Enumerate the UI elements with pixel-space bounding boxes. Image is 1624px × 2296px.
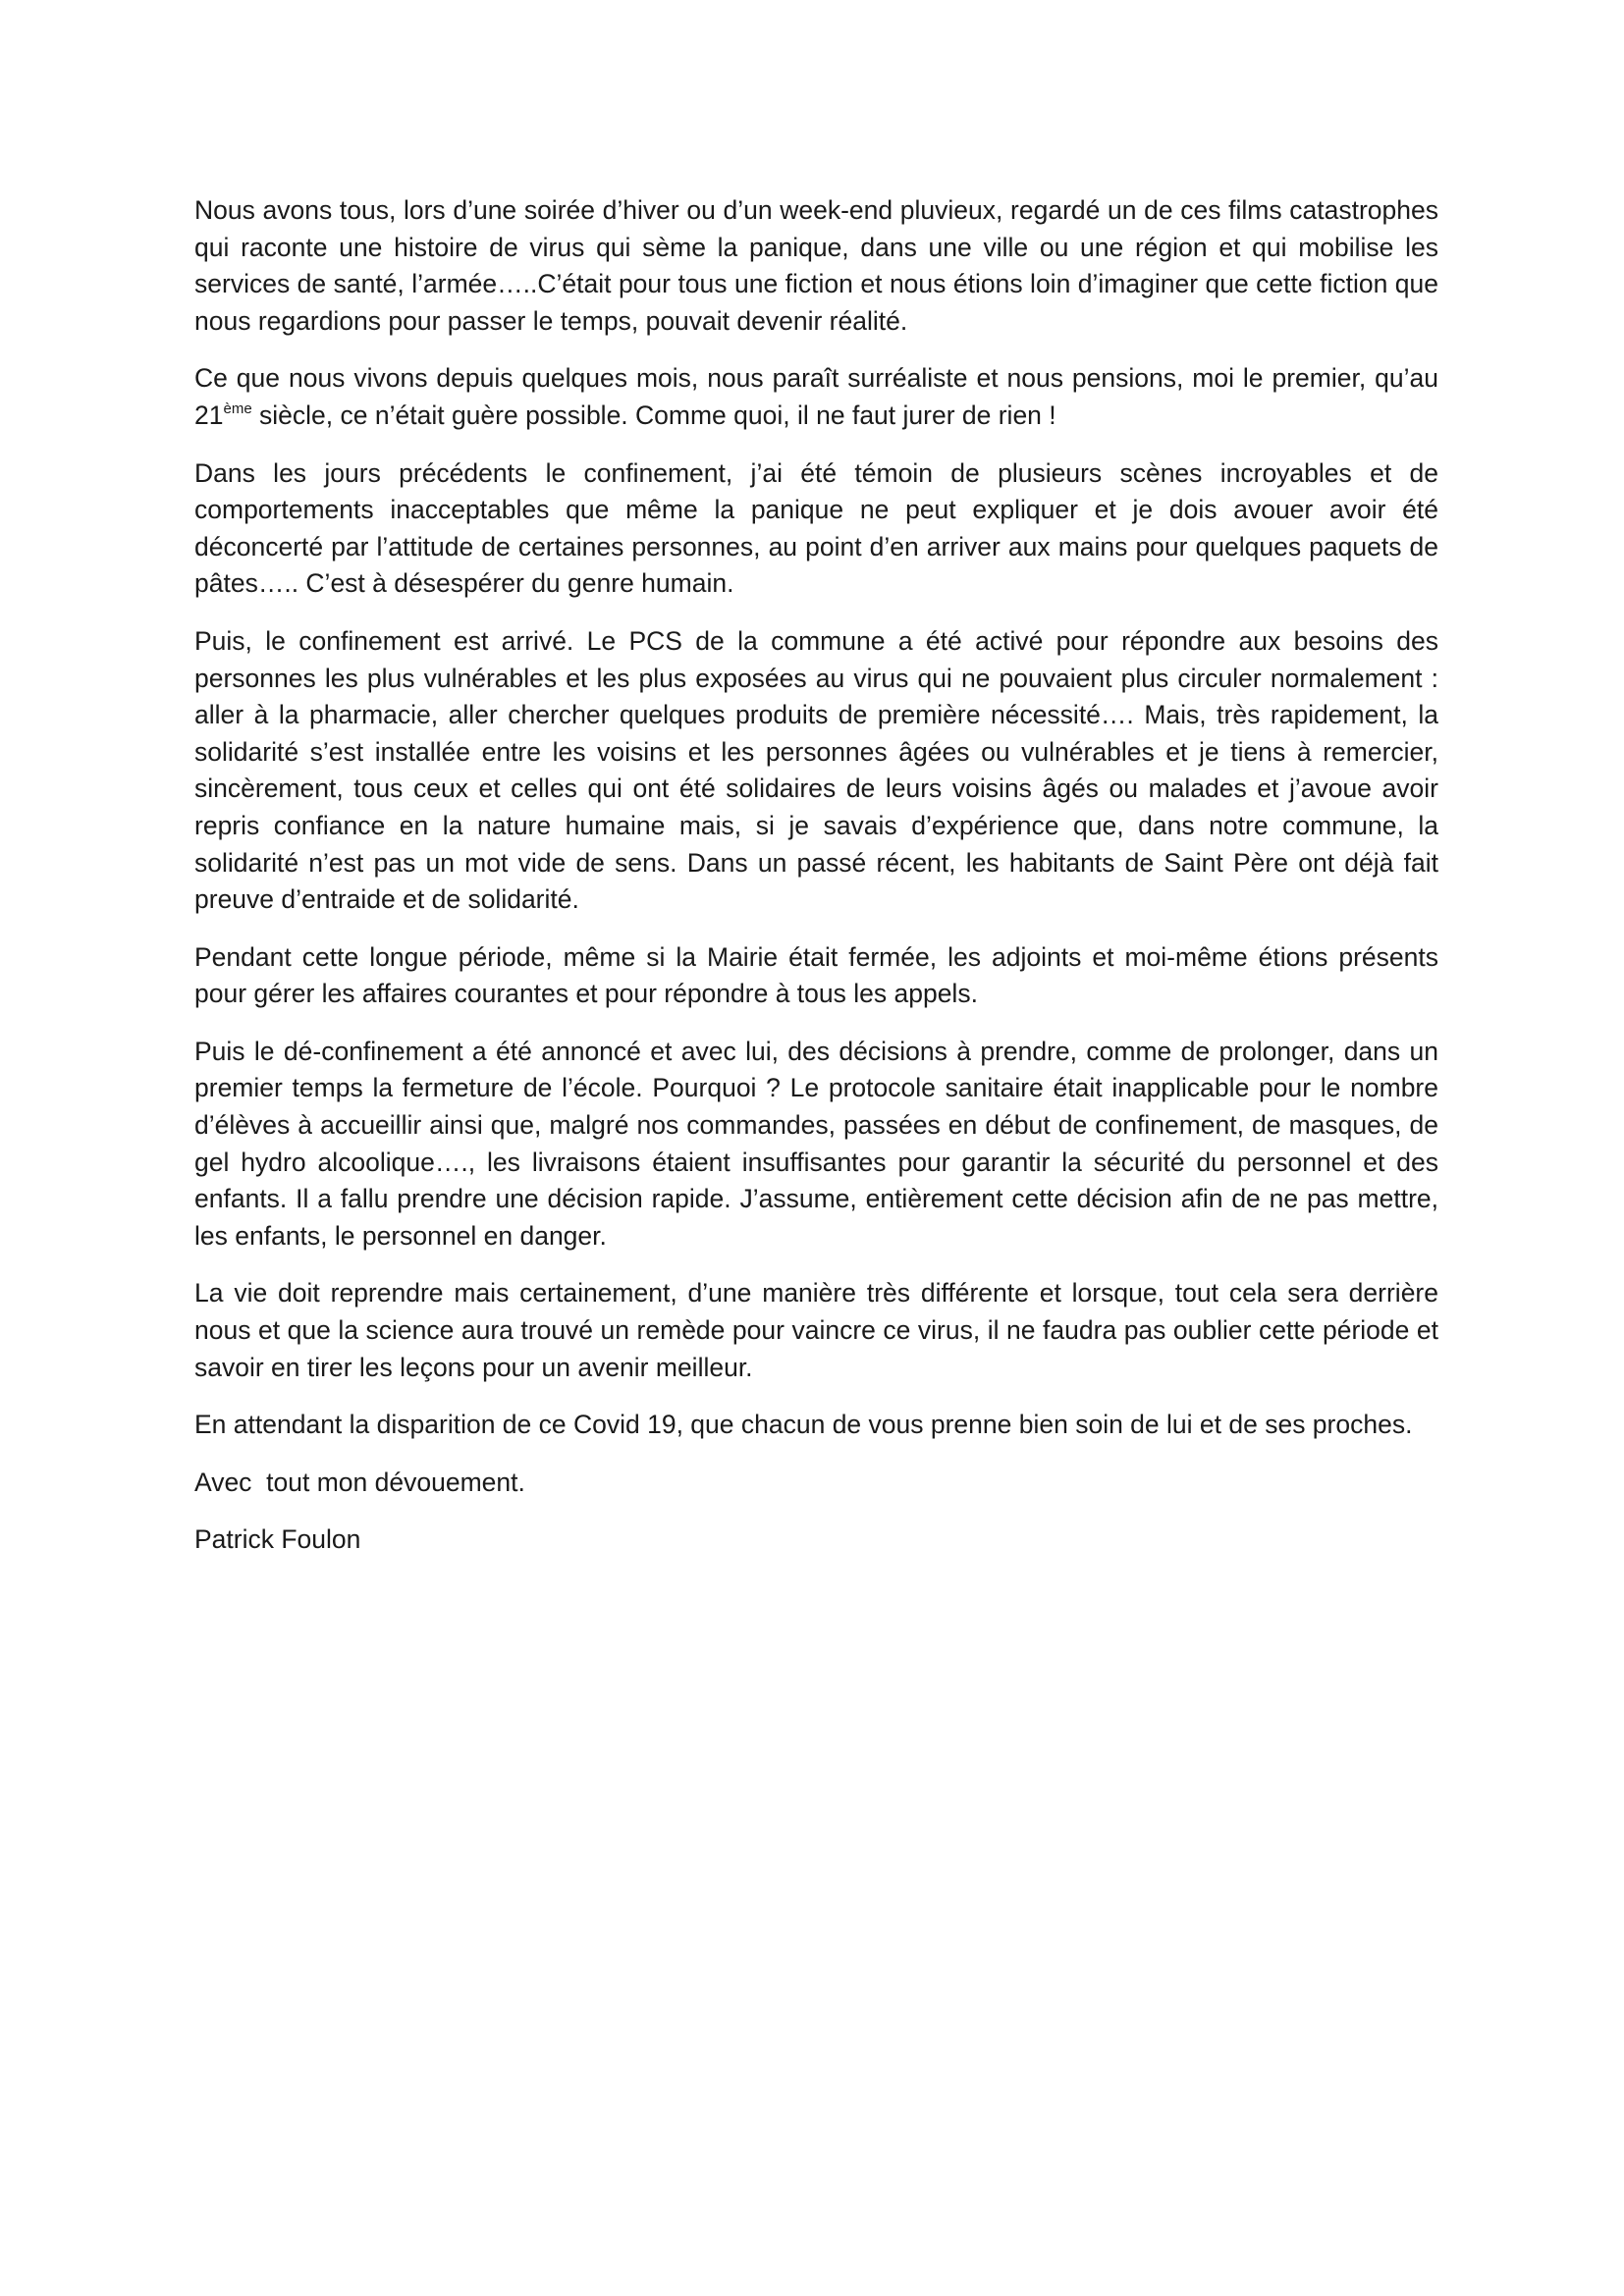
- paragraph: Nous avons tous, lors d’une soirée d’hiver ou d’un week-end pluvieux, regardé un de ces films catastrophes qui raconte une histoire de virus qui sème la panique, dans une ville ou une région et qui mobilise les services de santé, l’armée…..C’était pour tous une fiction et nous étions loin d’imaginer que cette fiction que nous regardions pour passer le temps, pouvait devenir réalité.: [194, 195, 1438, 336]
- closing-line: Avec tout mon dévouement.: [194, 1467, 525, 1497]
- paragraph: Puis, le confinement est arrivé. Le PCS de la commune a été activé pour répondre aux besoins des personnes les plus vulnérables et les plus exposées au virus qui ne pouvaient plus circuler normalement : aller à la pharmacie, aller chercher quelques produits de première nécessité…. Mais, très rapidement, la solidarité s’est installée entre les voisins et les personnes âgées ou vulnérables et je tiens à remercier, sincèrement, tous ceux et celles qui ont été solidaires de leurs voisins âgés ou malades et j’avoue avoir repris confiance en la nature humaine mais, si je savais d’expérience que, dans notre commune, la solidarité n’est pas un mot vide de sens. Dans un passé récent, les habitants de Saint Père ont déjà fait preuve d’entraide et de solidarité.: [194, 625, 1438, 915]
- signature: Patrick Foulon: [194, 1524, 361, 1555]
- superscript-text: ème: [223, 400, 252, 417]
- paragraph: La vie doit reprendre mais certainement, d’une manière très différente et lorsque, tout cela sera derrière nous et que la science aura trouvé un remède pour vaincre ce virus, il ne faudra pas oublier cette période et savoir en tirer les leçons pour un avenir meilleur.: [194, 1278, 1438, 1382]
- paragraph: [194, 360, 1438, 434]
- paragraph: Puis le dé-confinement a été annoncé et avec lui, des décisions à prendre, comme de prolonger, dans un premier temps la fermeture de l’école. Pourquoi ? Le protocole sanitaire était inapplicable pour le nombre d’élèves à accueillir ainsi que, malgré nos commandes, passées en début de confinement, de masques, de gel hydro alcoolique…., les livraisons étaient insuffisantes pour garantir la sécurité du personnel et des enfants. Il a fallu prendre une décision rapide. J’assume, entièrement cette décision afin de ne pas mettre, les enfants, le personnel en danger.: [194, 1036, 1438, 1251]
- paragraph-text: siècle, ce n’était guère possible. Comme quoi, il ne faut jurer de rien !: [251, 400, 1056, 430]
- letter-body: [194, 192, 1438, 1579]
- paragraph-text: Ce que nous vivons depuis quelques mois, nous paraît surréaliste et nous pensions, moi le premier, qu’au 21: [194, 363, 1438, 430]
- paragraph: Dans les jours précédents le confinement, j’ai été témoin de plusieurs scènes incroyables et de comportements inacceptables que même la panique ne peut expliquer et je dois avouer avoir été déconcerté par l’attitude de certaines personnes, au point d’en arriver aux mains pour quelques paquets de pâtes….. C’est à désespérer du genre humain.: [194, 457, 1438, 599]
- paragraph: Pendant cette longue période, même si la Mairie était fermée, les adjoints et moi-même étions présents pour gérer les affaires courantes et pour répondre à tous les appels.: [194, 941, 1438, 1009]
- paragraph: En attendant la disparition de ce Covid 19, que chacun de vous prenne bien soin de lui et de ses proches.: [194, 1410, 1413, 1440]
